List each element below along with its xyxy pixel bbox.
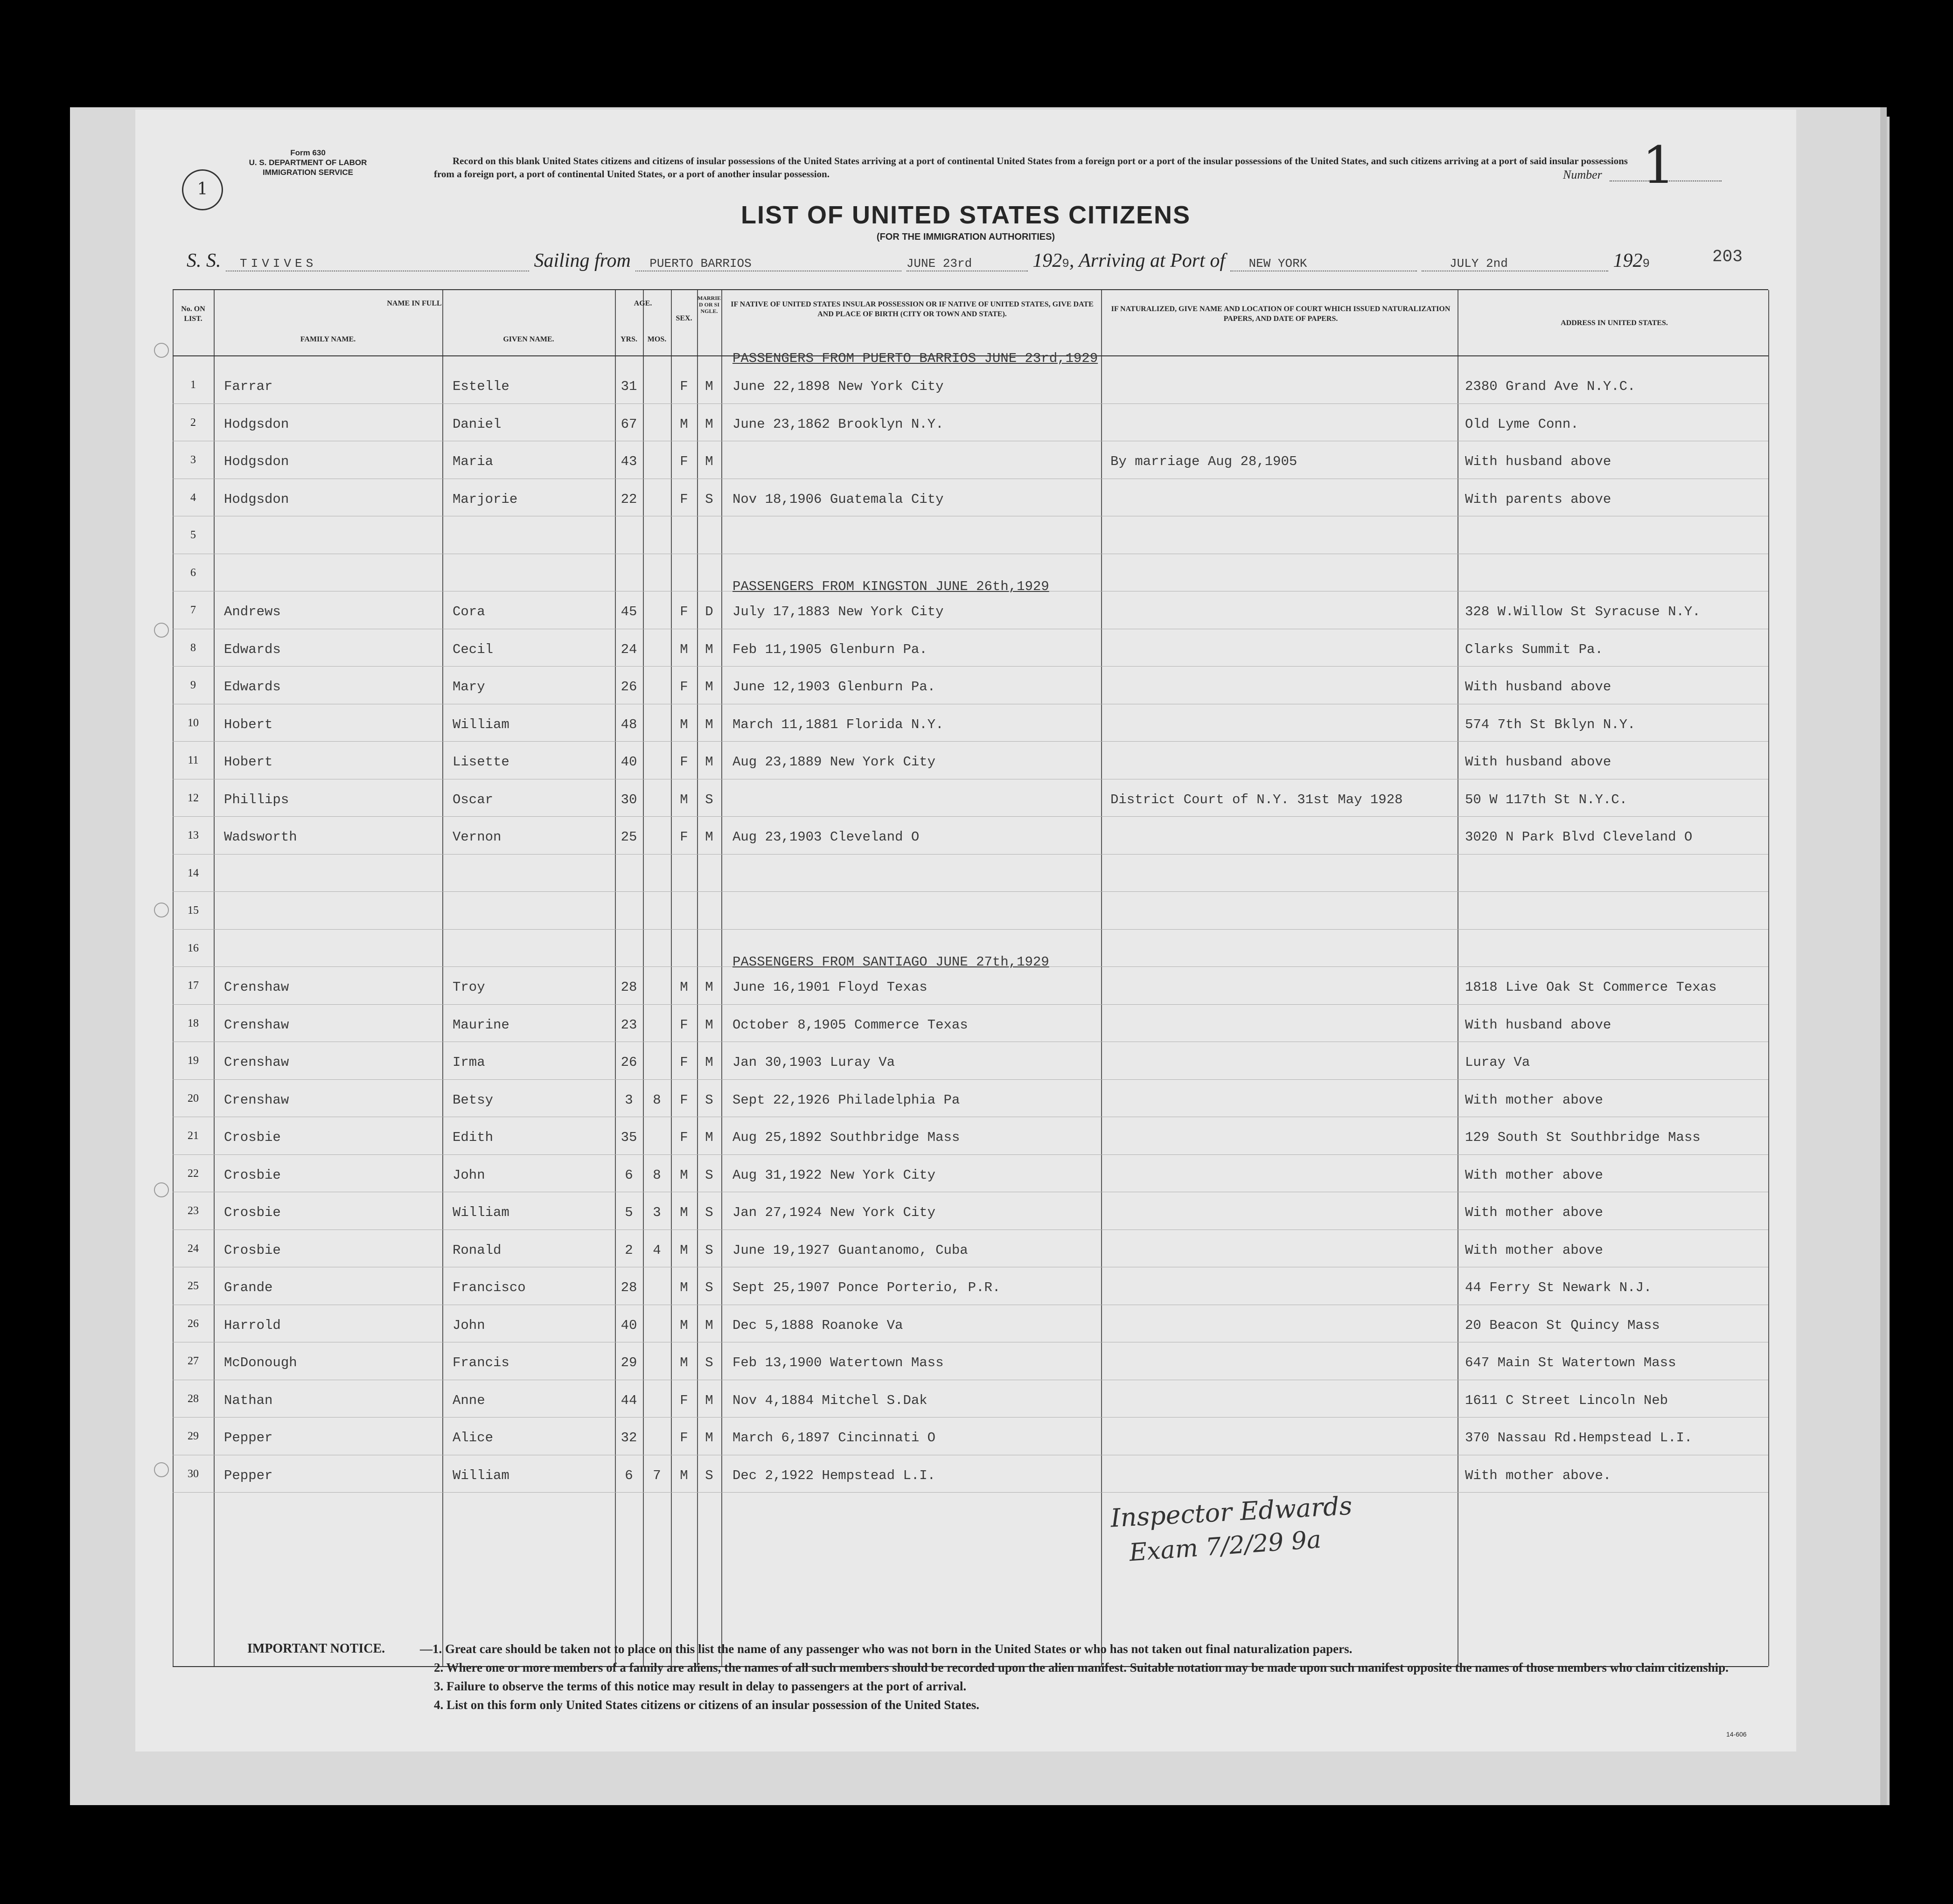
cell-no: 10: [188, 716, 199, 729]
cell-sex: M: [680, 1280, 688, 1295]
cell-birth: June 16,1901 Floyd Texas: [732, 980, 928, 995]
header-name-in-full: NAME IN FULL: [387, 299, 442, 307]
row-rule: [173, 1004, 1768, 1005]
cell-no: 26: [188, 1317, 199, 1330]
cell-ms: S: [705, 1242, 713, 1258]
cell-yrs: 24: [621, 641, 637, 657]
cell-sex: F: [680, 1430, 688, 1445]
header-mos: MOS.: [647, 335, 667, 343]
col-rule: [442, 290, 443, 1666]
cell-yrs: 43: [621, 454, 637, 469]
cell-addr: With parents above: [1465, 491, 1611, 507]
exam-date: Exam 7/2/29 9a: [1128, 1525, 1322, 1567]
notice-item: —1. Great care should be taken not to place on this list the name of any passenger who was not born in the United States or who has not taken out final naturalization papers.: [420, 1642, 1353, 1656]
cell-sex: F: [680, 1130, 688, 1145]
cell-given: Francis: [453, 1355, 509, 1370]
cell-yrs: 32: [621, 1430, 637, 1445]
cell-no: 12: [188, 792, 199, 804]
cell-addr: 574 7th St Bklyn N.Y.: [1465, 716, 1636, 732]
cell-addr: Clarks Summit Pa.: [1465, 641, 1603, 657]
cell-no: 6: [190, 566, 196, 579]
cell-ms: D: [705, 604, 713, 619]
cell-ms: M: [705, 379, 713, 394]
row-rule: [173, 1079, 1768, 1080]
row-rule: [173, 1154, 1768, 1155]
cell-sex: F: [680, 454, 688, 469]
cell-no: 15: [188, 904, 199, 917]
row-rule: [173, 1492, 1768, 1493]
cell-yrs: 26: [621, 679, 637, 695]
cell-birth: Aug 31,1922 New York City: [732, 1167, 936, 1183]
cell-sex: M: [680, 1167, 688, 1183]
cell-birth: Aug 23,1903 Cleveland O: [732, 829, 920, 845]
cell-sex: F: [680, 829, 688, 845]
cell-addr: With mother above: [1465, 1092, 1603, 1108]
cell-birth: Nov 18,1906 Guatemala City: [732, 491, 944, 507]
cell-given: Oscar: [453, 792, 494, 807]
cell-ms: M: [705, 829, 713, 845]
cell-sex: F: [680, 1392, 688, 1408]
cell-ms: M: [705, 679, 713, 695]
cell-yrs: 30: [621, 792, 637, 807]
cell-sex: F: [680, 1092, 688, 1108]
cell-ms: M: [705, 641, 713, 657]
cell-addr: 129 South St Southbridge Mass: [1465, 1130, 1701, 1145]
cell-family: Crenshaw: [224, 1055, 289, 1070]
cell-birth: Nov 4,1884 Mitchel S.Dak: [732, 1392, 928, 1408]
cell-family: McDonough: [224, 1355, 297, 1370]
cell-mos: 4: [653, 1242, 661, 1258]
cell-family: Hobert: [224, 754, 273, 770]
cell-addr: 328 W.Willow St Syracuse N.Y.: [1465, 604, 1701, 619]
cell-yrs: 2: [625, 1242, 633, 1258]
cell-addr: With husband above: [1465, 679, 1611, 695]
cell-given: Marjorie: [453, 491, 518, 507]
notice-item: 2. Where one or more members of a family are aliens, the names of all such members should be recorded upon the alien manifest. Suitable notation may be made upon such manifest opposite the names of those members who claim citizenship.: [434, 1661, 1729, 1675]
cell-no: 2: [190, 416, 196, 429]
cell-addr: With mother above.: [1465, 1467, 1611, 1483]
ss-label: S. S.: [187, 250, 221, 271]
cell-family: Pepper: [224, 1430, 273, 1445]
cell-birth: March 11,1881 Florida N.Y.: [732, 716, 944, 732]
cell-birth: Sept 22,1926 Philadelphia Pa: [732, 1092, 960, 1108]
cell-nat: By marriage Aug 28,1905: [1110, 454, 1297, 469]
cell-family: Hodgsdon: [224, 454, 289, 469]
cell-no: 7: [190, 604, 196, 616]
cell-no: 28: [188, 1392, 199, 1405]
cell-given: William: [453, 716, 509, 732]
cell-no: 24: [188, 1242, 199, 1255]
footer-code: 14-606: [1726, 1730, 1747, 1738]
cell-mos: 3: [653, 1205, 661, 1220]
notice-label: IMPORTANT NOTICE.: [247, 1641, 385, 1656]
cell-birth: Aug 25,1892 Southbridge Mass: [732, 1130, 960, 1145]
cell-sex: M: [680, 1205, 688, 1220]
service: IMMIGRATION SERVICE: [263, 168, 353, 177]
cell-no: 14: [188, 867, 199, 879]
cell-birth: Aug 23,1889 New York City: [732, 754, 936, 770]
cell-sex: M: [680, 1242, 688, 1258]
cell-family: Phillips: [224, 792, 289, 807]
cell-yrs: 40: [621, 754, 637, 770]
row-rule: [173, 1417, 1768, 1418]
cell-given: William: [453, 1205, 509, 1220]
cell-addr: With husband above: [1465, 454, 1611, 469]
from-date: JUNE 23rd: [907, 257, 1028, 271]
cell-ms: M: [705, 1055, 713, 1070]
cell-yrs: 22: [621, 491, 637, 507]
cell-ms: S: [705, 491, 713, 507]
cell-addr: 2380 Grand Ave N.Y.C.: [1465, 379, 1636, 394]
cell-yrs: 6: [625, 1167, 633, 1183]
cell-no: 30: [188, 1467, 199, 1480]
year-label-2: 192: [1613, 250, 1643, 271]
cell-addr: With mother above: [1465, 1167, 1603, 1183]
voyage-line: S. S. TIVIVES Sailing from PUERTO BARRIOS JUNE 23rd 1929, Arriving at Port of NEW YORK JULY 2nd 1929: [187, 250, 1650, 271]
form-number: Form 630: [290, 148, 326, 157]
cell-given: Vernon: [453, 829, 502, 845]
cell-no: 1: [190, 379, 196, 391]
section-heading: PASSENGERS FROM PUERTO BARRIOS JUNE 23rd,1929: [732, 351, 1098, 366]
cell-yrs: 3: [625, 1092, 633, 1108]
cell-addr: 44 Ferry St Newark N.J.: [1465, 1280, 1652, 1295]
cell-addr: With mother above: [1465, 1242, 1603, 1258]
cell-addr: Luray Va: [1465, 1055, 1530, 1070]
cell-birth: Sept 25,1907 Ponce Porterio, P.R.: [732, 1280, 1001, 1295]
cell-ms: M: [705, 1130, 713, 1145]
cell-given: John: [453, 1317, 485, 1333]
cell-sex: M: [680, 641, 688, 657]
cell-family: Crenshaw: [224, 980, 289, 995]
cell-birth: June 23,1862 Brooklyn N.Y.: [732, 416, 944, 432]
cell-mos: 7: [653, 1467, 661, 1483]
cell-given: Cecil: [453, 641, 494, 657]
cell-addr: 647 Main St Watertown Mass: [1465, 1355, 1676, 1370]
year-digit-2: 9: [1642, 257, 1650, 271]
page-number: 203: [1712, 247, 1743, 266]
header-yrs: YRS.: [620, 335, 637, 343]
cell-family: Crenshaw: [224, 1092, 289, 1108]
cell-birth: July 17,1883 New York City: [732, 604, 944, 619]
punch-hole: [154, 903, 169, 917]
row-rule: [173, 403, 1768, 404]
cell-given: Maria: [453, 454, 494, 469]
cell-ms: S: [705, 1280, 713, 1295]
cell-yrs: 48: [621, 716, 637, 732]
cell-family: Harrold: [224, 1317, 281, 1333]
cell-sex: F: [680, 754, 688, 770]
cell-no: 5: [190, 529, 196, 541]
cell-sex: F: [680, 1017, 688, 1033]
header-naturalized: IF NATURALIZED, GIVE NAME AND LOCATION OF COURT WHICH ISSUED NATURALIZATION PAPERS, AND DATE OF PAPERS.: [1111, 305, 1451, 323]
cell-family: Hobert: [224, 716, 273, 732]
cell-given: Daniel: [453, 416, 502, 432]
row-rule: [173, 741, 1768, 742]
number-value: 1: [1642, 135, 1675, 195]
cell-birth: October 8,1905 Commerce Texas: [732, 1017, 968, 1033]
cell-yrs: 45: [621, 604, 637, 619]
cell-ms: M: [705, 754, 713, 770]
cell-addr: With husband above: [1465, 754, 1611, 770]
cell-given: Lisette: [453, 754, 509, 770]
cell-family: Edwards: [224, 679, 281, 695]
cell-ms: M: [705, 1317, 713, 1333]
cell-sex: M: [680, 716, 688, 732]
cell-no: 16: [188, 942, 199, 954]
col-rule: [721, 290, 722, 1666]
cell-family: Pepper: [224, 1467, 273, 1483]
form-identifier: [233, 148, 383, 177]
arriving-label: Arriving at Port of: [1079, 250, 1225, 271]
cell-family: Grande: [224, 1280, 273, 1295]
cell-no: 18: [188, 1017, 199, 1029]
cell-birth: Dec 5,1888 Roanoke Va: [732, 1317, 903, 1333]
cell-sex: M: [680, 416, 688, 432]
cell-ms: M: [705, 454, 713, 469]
from-port: PUERTO BARRIOS: [635, 257, 901, 271]
cell-no: 20: [188, 1092, 199, 1105]
cell-addr: 50 W 117th St N.Y.C.: [1465, 792, 1628, 807]
manifest-table: [173, 289, 1768, 1667]
cell-sex: M: [680, 1317, 688, 1333]
cell-birth: Feb 11,1905 Glenburn Pa.: [732, 641, 928, 657]
row-rule: [173, 666, 1768, 667]
cell-no: 9: [190, 679, 196, 691]
row-rule: [173, 891, 1768, 892]
cell-birth: June 22,1898 New York City: [732, 379, 944, 394]
department: U. S. DEPARTMENT OF LABOR: [249, 158, 367, 167]
cell-no: 4: [190, 491, 196, 504]
cell-family: Wadsworth: [224, 829, 297, 845]
row-rule: [173, 854, 1768, 855]
cell-given: Maurine: [453, 1017, 509, 1033]
cell-ms: S: [705, 1205, 713, 1220]
cell-ms: S: [705, 1092, 713, 1108]
cell-ms: M: [705, 1017, 713, 1033]
section-heading: PASSENGERS FROM KINGSTON JUNE 26th,1929: [732, 579, 1049, 594]
cell-given: Irma: [453, 1055, 485, 1070]
cell-yrs: 31: [621, 379, 637, 394]
cell-ms: S: [705, 1167, 713, 1183]
cell-yrs: 67: [621, 416, 637, 432]
cell-sex: F: [680, 491, 688, 507]
cell-given: John: [453, 1167, 485, 1183]
cell-birth: Jan 27,1924 New York City: [732, 1205, 936, 1220]
cell-given: Cora: [453, 604, 485, 619]
cell-birth: March 6,1897 Cincinnati O: [732, 1430, 936, 1445]
col-rule: [643, 290, 644, 1666]
to-port: NEW YORK: [1230, 257, 1417, 271]
cell-yrs: 28: [621, 980, 637, 995]
cell-given: Francisco: [453, 1280, 526, 1295]
cell-addr: 3020 N Park Blvd Cleveland O: [1465, 829, 1693, 845]
cell-family: Nathan: [224, 1392, 273, 1408]
cell-no: 27: [188, 1355, 199, 1367]
header-family: FAMILY NAME.: [300, 335, 356, 343]
punch-hole: [154, 1182, 169, 1197]
cell-no: 23: [188, 1205, 199, 1217]
cell-sex: M: [680, 980, 688, 995]
header-sex: SEX.: [676, 314, 692, 322]
cell-addr: 20 Beacon St Quincy Mass: [1465, 1317, 1660, 1333]
year-digit: 9: [1062, 257, 1069, 271]
cell-no: 21: [188, 1130, 199, 1142]
cell-no: 29: [188, 1430, 199, 1442]
cell-ms: M: [705, 716, 713, 732]
cell-yrs: 5: [625, 1205, 633, 1220]
cell-no: 13: [188, 829, 199, 841]
cell-yrs: 23: [621, 1017, 637, 1033]
cell-ms: S: [705, 1355, 713, 1370]
header-no: No. ON LIST.: [181, 305, 205, 323]
cell-no: 22: [188, 1167, 199, 1180]
cell-family: Crosbie: [224, 1167, 281, 1183]
cell-ms: M: [705, 1392, 713, 1408]
cell-given: William: [453, 1467, 509, 1483]
cell-addr: With mother above: [1465, 1205, 1603, 1220]
inspector-signature: Inspector Edwards: [1109, 1491, 1353, 1533]
cell-family: Hodgsdon: [224, 491, 289, 507]
cell-family: Farrar: [224, 379, 273, 394]
year-label: 192: [1032, 250, 1062, 271]
row-rule: [173, 929, 1768, 930]
cell-no: 3: [190, 454, 196, 466]
cell-family: Hodgsdon: [224, 416, 289, 432]
sailing-label: Sailing from: [534, 250, 631, 271]
cell-sex: F: [680, 1055, 688, 1070]
row-rule: [173, 816, 1768, 817]
cell-no: 25: [188, 1280, 199, 1292]
header-address: ADDRESS IN UNITED STATES.: [1561, 319, 1668, 327]
cell-mos: 8: [653, 1092, 661, 1108]
cell-sex: F: [680, 379, 688, 394]
cell-ms: S: [705, 1467, 713, 1483]
cell-yrs: 6: [625, 1467, 633, 1483]
important-notice: [247, 1640, 1740, 1714]
header-age: AGE.: [634, 299, 652, 307]
cell-given: Betsy: [453, 1092, 494, 1108]
col-rule: [1101, 290, 1102, 1666]
cell-given: Anne: [453, 1392, 485, 1408]
punch-hole: [154, 623, 169, 638]
cell-yrs: 35: [621, 1130, 637, 1145]
cell-yrs: 26: [621, 1055, 637, 1070]
cell-no: 17: [188, 980, 199, 992]
cell-no: 8: [190, 641, 196, 654]
cell-family: Crenshaw: [224, 1017, 289, 1033]
cell-birth: June 19,1927 Guantanomo, Cuba: [732, 1242, 968, 1258]
page-subtitle: (FOR THE IMMIGRATION AUTHORITIES): [876, 232, 1055, 242]
cell-family: Edwards: [224, 641, 281, 657]
cell-yrs: 40: [621, 1317, 637, 1333]
cell-given: Troy: [453, 980, 485, 995]
cell-birth: Jan 30,1903 Luray Va: [732, 1055, 895, 1070]
cell-sex: F: [680, 604, 688, 619]
cell-yrs: 29: [621, 1355, 637, 1370]
cell-birth: Feb 13,1900 Watertown Mass: [732, 1355, 944, 1370]
col-rule: [1768, 290, 1769, 1666]
header-married: MARRIED OR SINGLE.: [698, 295, 721, 314]
cell-given: Mary: [453, 679, 485, 695]
cell-no: 11: [188, 754, 199, 766]
cell-birth: Dec 2,1922 Hempstead L.I.: [732, 1467, 936, 1483]
circled-mark: 1: [182, 169, 223, 210]
intro-text: Record on this blank United States citizens and citizens of insular possessions of the United States arriving at a port of continental United States from a foreign port or a port of the insular possessions of the United States, and such citizens arriving at a port of said insular possessions from a foreign port, a port of continental United States, or a port of another insular possession.: [434, 155, 1628, 180]
cell-family: Crosbie: [224, 1205, 281, 1220]
cell-given: Alice: [453, 1430, 494, 1445]
punch-hole: [154, 1462, 169, 1477]
cell-no: 19: [188, 1055, 199, 1067]
section-heading: PASSENGERS FROM SANTIAGO JUNE 27th,1929: [732, 954, 1049, 970]
cell-given: Ronald: [453, 1242, 502, 1258]
cell-addr: With husband above: [1465, 1017, 1611, 1033]
cell-sex: M: [680, 792, 688, 807]
cell-sex: M: [680, 1355, 688, 1370]
cell-family: Crosbie: [224, 1242, 281, 1258]
cell-ms: M: [705, 416, 713, 432]
manifest-sheet: [135, 110, 1796, 1751]
cell-nat: District Court of N.Y. 31st May 1928: [1110, 792, 1403, 807]
cell-addr: 370 Nassau Rd.Hempstead L.I.: [1465, 1430, 1693, 1445]
cell-sex: M: [680, 1467, 688, 1483]
notice-item: 3. Failure to observe the terms of this notice may result in delay to passengers at the port of arrival.: [434, 1679, 967, 1693]
cell-addr: Old Lyme Conn.: [1465, 416, 1579, 432]
header-birth: IF NATIVE OF UNITED STATES INSULAR POSSESSION OR IF NATIVE OF UNITED STATES, GIVE DATE AND PLACE OF BIRTH (CITY OR TOWN AND STATE).: [731, 300, 1094, 318]
cell-ms: S: [705, 792, 713, 807]
number-label: Number: [1563, 168, 1602, 181]
cell-yrs: 25: [621, 829, 637, 845]
cell-addr: 1611 C Street Lincoln Neb: [1465, 1392, 1668, 1408]
page-title: LIST OF UNITED STATES CITIZENS: [741, 201, 1191, 229]
cell-family: Andrews: [224, 604, 281, 619]
cell-sex: F: [680, 679, 688, 695]
cell-yrs: 28: [621, 1280, 637, 1295]
punch-hole: [154, 343, 169, 358]
ship-name: TIVIVES: [226, 257, 529, 271]
cell-given: Edith: [453, 1130, 494, 1145]
col-rule: [214, 290, 215, 1666]
cell-addr: 1818 Live Oak St Commerce Texas: [1465, 980, 1717, 995]
cell-yrs: 44: [621, 1392, 637, 1408]
cell-mos: 8: [653, 1167, 661, 1183]
notice-item: 4. List on this form only United States citizens or citizens of an insular possession of the United States.: [434, 1698, 980, 1712]
cell-given: Estelle: [453, 379, 509, 394]
cell-ms: M: [705, 1430, 713, 1445]
cell-birth: June 12,1903 Glenburn Pa.: [732, 679, 936, 695]
cell-family: Crosbie: [224, 1130, 281, 1145]
header-given: GIVEN NAME.: [503, 335, 554, 343]
to-date: JULY 2nd: [1422, 257, 1608, 271]
cell-ms: M: [705, 980, 713, 995]
